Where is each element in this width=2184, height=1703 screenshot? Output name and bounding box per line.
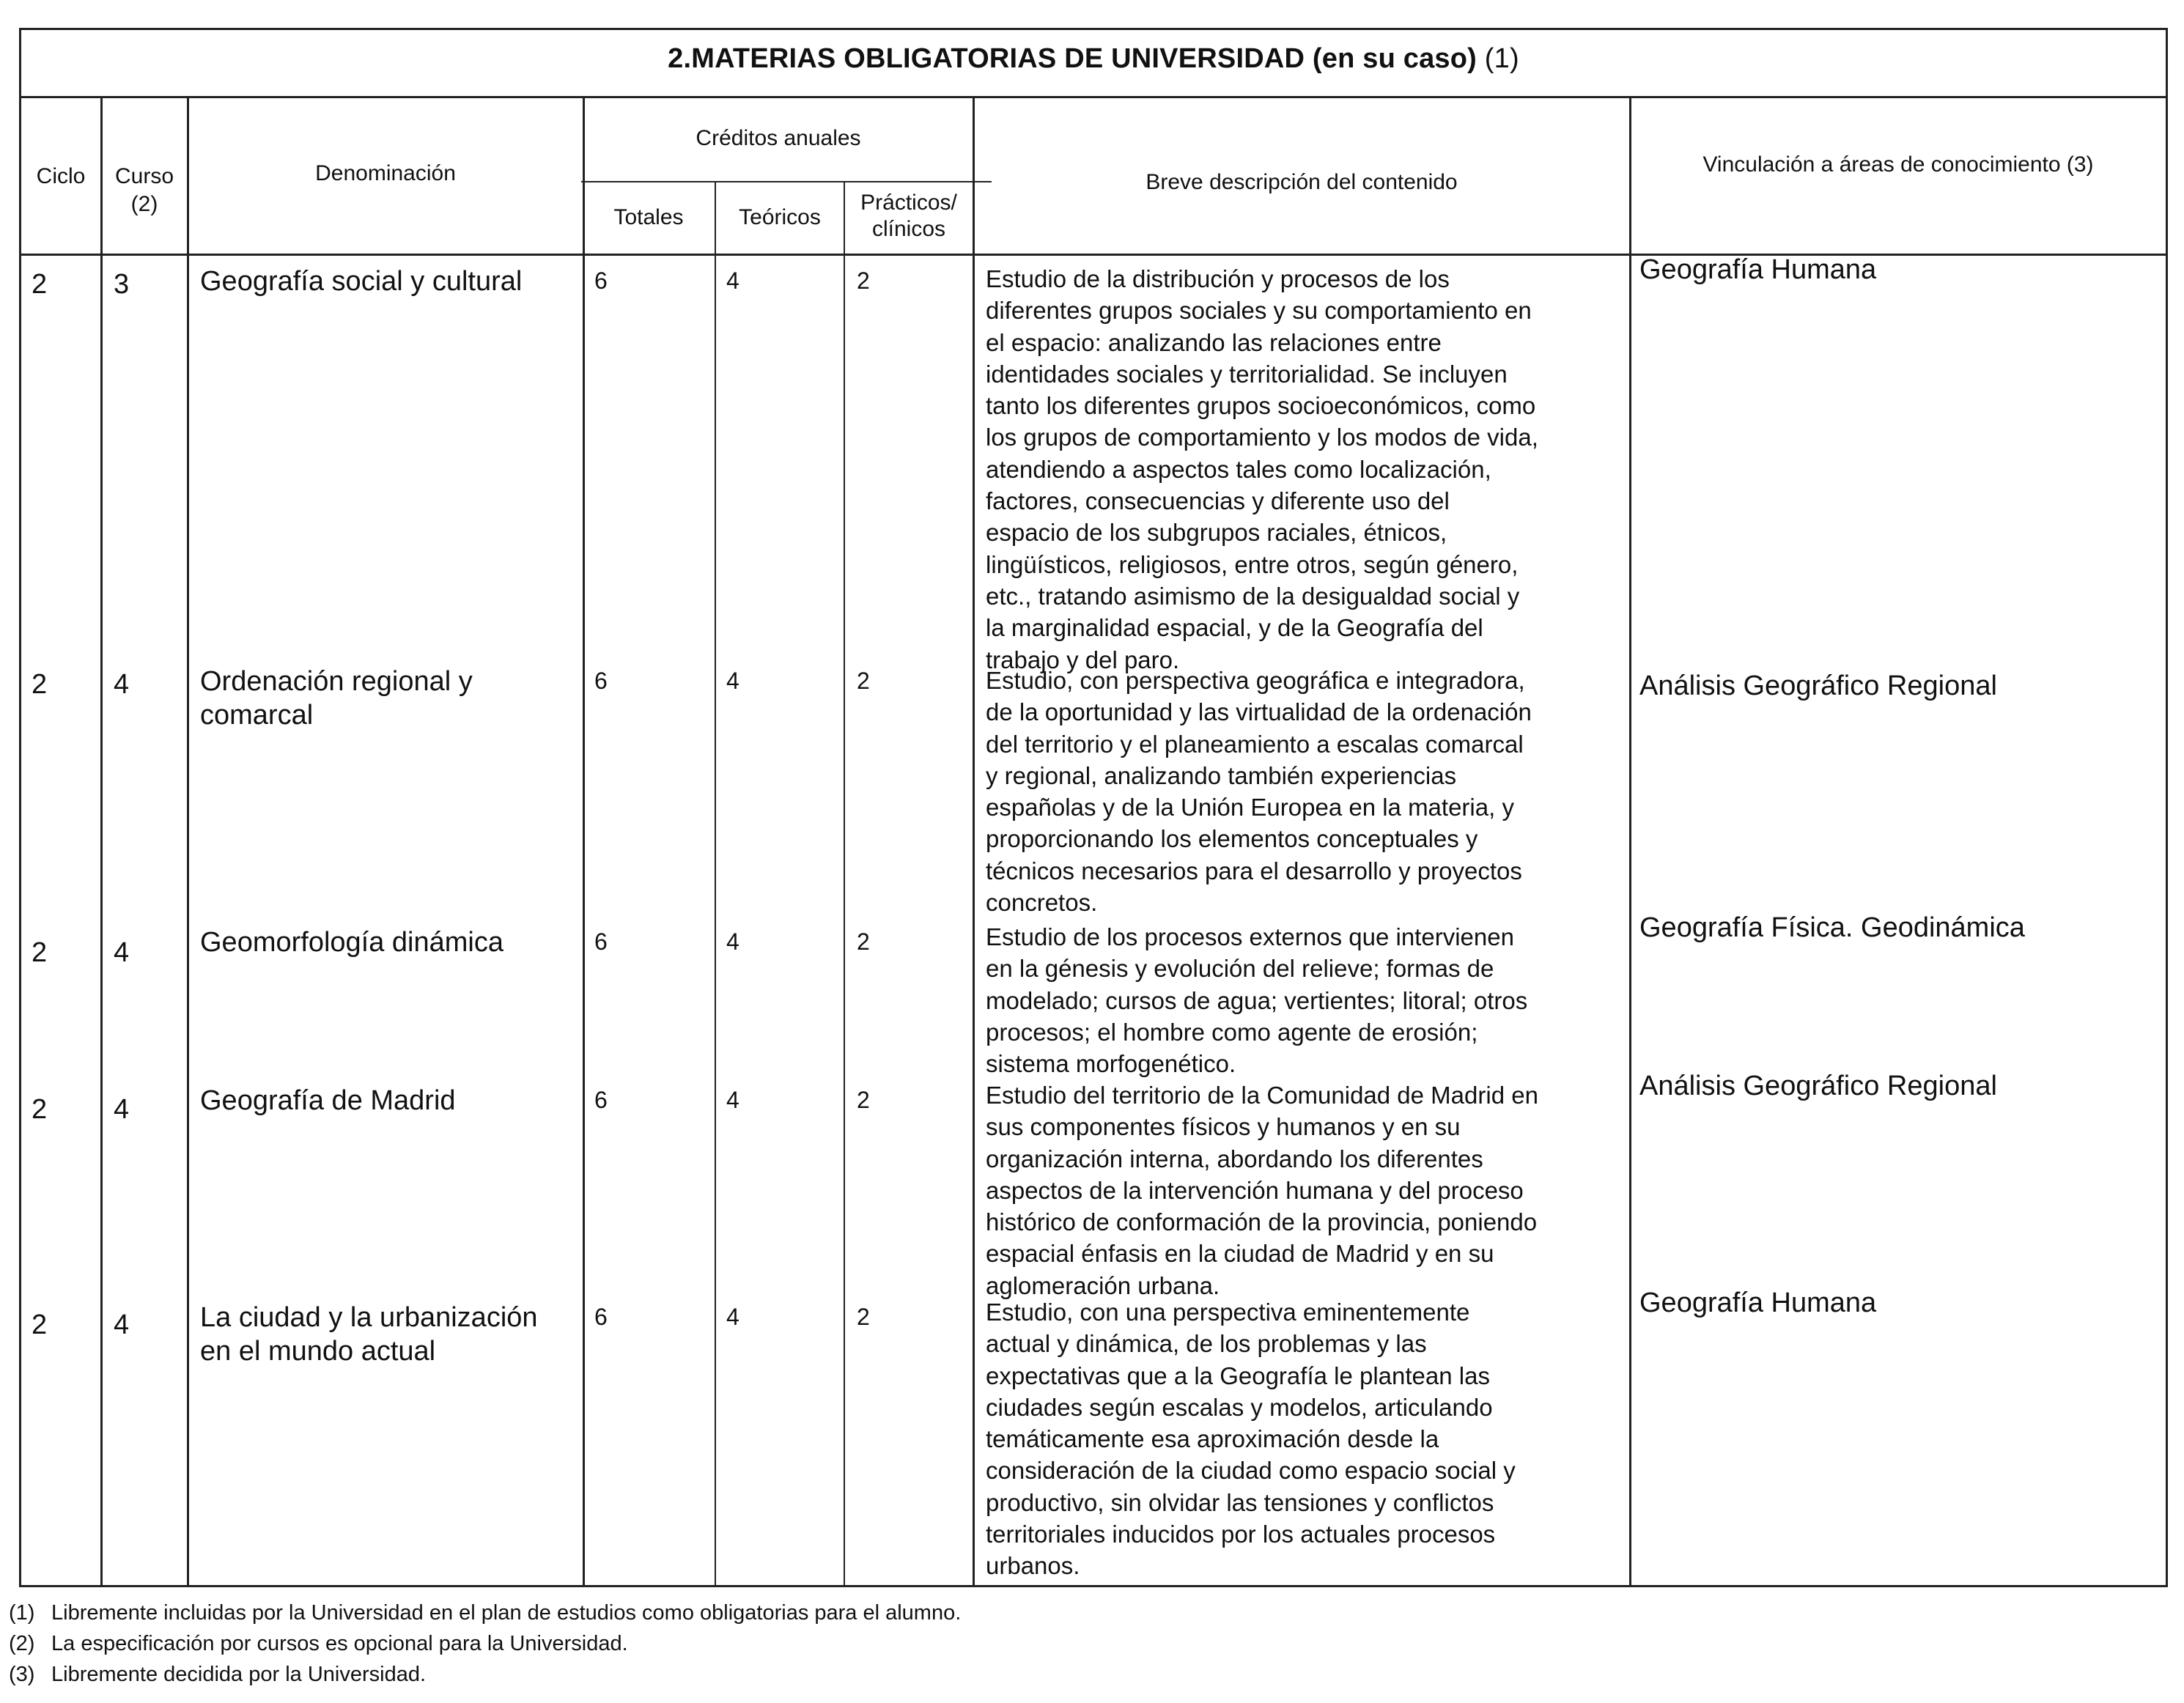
row3-area: Geografía Física. Geodinámica [1639,912,2025,943]
column-divider [715,181,716,1585]
header-denominacion: Denominación [315,161,456,185]
row5-area: Geografía Humana [1639,1288,1877,1318]
row3-ciclo: 2 [32,937,48,968]
row4-area: Análisis Geográfico Regional [1639,1071,1997,1101]
footnote [9,1597,961,1628]
row4-totales: 6 [594,1087,608,1113]
row5-curso: 4 [114,1309,130,1340]
row2-curso: 4 [114,669,130,700]
row1-descripcion: Estudio de la distribución y procesos de los diferentes grupos sociales y su comportamiento en el espacio: analizando las relaciones entre identidades sociales y territorialidad. Se incluyen tanto los diferentes grupos socioeconómicos, como los grupos de comportamiento y los modos de vida, atendiendo a aspectos tales como localización, factores, consecuencias y diferente uso del espacio de los subgrupos raciales, étnicos, lingüísticos, religiosos, entre otros, según género, etc., tratando asimismo de la desigualdad social y la marginalidad espacial, y de la Geografía del trabajo y del paro. [986,265,1538,673]
row2-teoricos: 4 [726,668,739,694]
footnotes [9,1597,961,1690]
row3-teoricos: 4 [726,928,739,955]
footnote-number: (1) [9,1601,35,1625]
footnote-text: La especificación por cursos es opcional para la Universidad. [51,1632,628,1655]
header-curso: Curso [114,164,174,188]
row1-ciclo: 2 [32,269,48,300]
row5-teoricos: 4 [726,1304,739,1330]
row4-ciclo: 2 [32,1094,48,1125]
row3-curso: 4 [114,937,130,968]
row5-denominacion: La ciudad y la urbanización en el mundo actual [200,1302,538,1367]
footnote-number: (2) [9,1632,35,1655]
row5-practicos: 2 [857,1304,870,1330]
row2-area: Análisis Geográfico Regional [1639,671,1997,701]
column-divider [973,97,975,1585]
header-teoricos: Teóricos [739,205,821,229]
header-totales: Totales [613,205,684,229]
row3-descripcion: Estudio de los procesos externos que intervienen en la génesis y evolución del relieve; formas de modelado; cursos de agua; vertientes; litoral; otros procesos; el hombre como agente de erosión; sistema morfogenético. [986,923,1528,1078]
header-vinculacion: Vinculación a áreas de conocimiento (3) [1702,152,2094,177]
row4-curso: 4 [114,1094,130,1125]
header-clinicos: clínicos [871,217,946,241]
row3-practicos: 2 [857,928,870,955]
header-curso-ref: (2) [130,192,158,216]
row2-practicos: 2 [857,668,870,694]
row4-descripcion: Estudio del territorio de la Comunidad de Madrid en sus componentes físicos y humanos y en su organización interna, abordando los diferentes aspectos de la intervención humana y del proceso histórico de conformación de la provincia, poniendo espacial énfasis en la ciudad de Madrid y en su aglomeración urbana. [986,1082,1538,1299]
footnote-text: Libremente incluidas por la Universidad en el plan de estudios como obligatorias para el alumno. [51,1601,962,1625]
column-divider [844,181,845,1585]
footnote [9,1628,961,1659]
row1-denominacion: Geografía social y cultural [200,266,523,297]
row5-ciclo: 2 [32,1309,48,1340]
header-descripcion: Breve descripción del contenido [1146,170,1458,194]
materias-table [19,28,2168,1587]
row5-totales: 6 [594,1304,608,1330]
row1-totales: 6 [594,267,608,294]
column-divider [100,97,103,1585]
row1-area: Geografía Humana [1639,254,1877,285]
footnote-number: (3) [9,1663,35,1686]
row4-practicos: 2 [857,1087,870,1113]
header-practicos: Prácticos/ [860,191,957,215]
title-divider [21,96,2166,98]
footnote [9,1659,961,1690]
title-text: 2.MATERIAS OBLIGATORIAS DE UNIVERSIDAD (en su caso) [668,43,1477,74]
creditos-divider [581,181,992,182]
row4-teoricos: 4 [726,1087,739,1113]
table-title [21,43,2166,75]
header-ciclo: Ciclo [36,164,86,188]
title-note-ref: (1) [1484,43,1519,74]
column-divider [1629,97,1631,1585]
row1-practicos: 2 [857,267,870,294]
row2-totales: 6 [594,668,608,694]
column-divider [583,97,585,1585]
row3-denominacion: Geomorfología dinámica [200,927,503,958]
column-divider [187,97,189,1585]
row4-denominacion: Geografía de Madrid [200,1085,456,1116]
row2-ciclo: 2 [32,669,48,700]
row2-descripcion: Estudio, con perspectiva geográfica e integradora, de la oportunidad y las virtualidad de la ordenación del territorio y el planeamiento a escalas comarcal y regional, analizando también experiencias españolas y de la Unión Europea en la materia, y proporcionando los elementos conceptuales y técnicos necesarios para el desarrollo y proyectos concretos. [986,667,1532,917]
row5-descripcion: Estudio, con una perspectiva eminentemente actual y dinámica, de los problemas y las expectativas que a la Geografía le plantean las ciudades según escalas y modelos, articulando temáticamente esa aproximación desde la consideración de la ciudad como espacio social y productivo, sin olvidar las tensiones y conflictos territoriales inducidos por los actuales procesos urbanos. [986,1299,1516,1580]
row3-totales: 6 [594,928,608,955]
row2-denominacion: Ordenación regional y comarcal [200,666,473,731]
header-creditos-anuales: Créditos anuales [696,126,861,150]
row1-curso: 3 [114,269,130,300]
footnote-text: Libremente decidida por la Universidad. [51,1663,427,1686]
row1-teoricos: 4 [726,267,739,294]
